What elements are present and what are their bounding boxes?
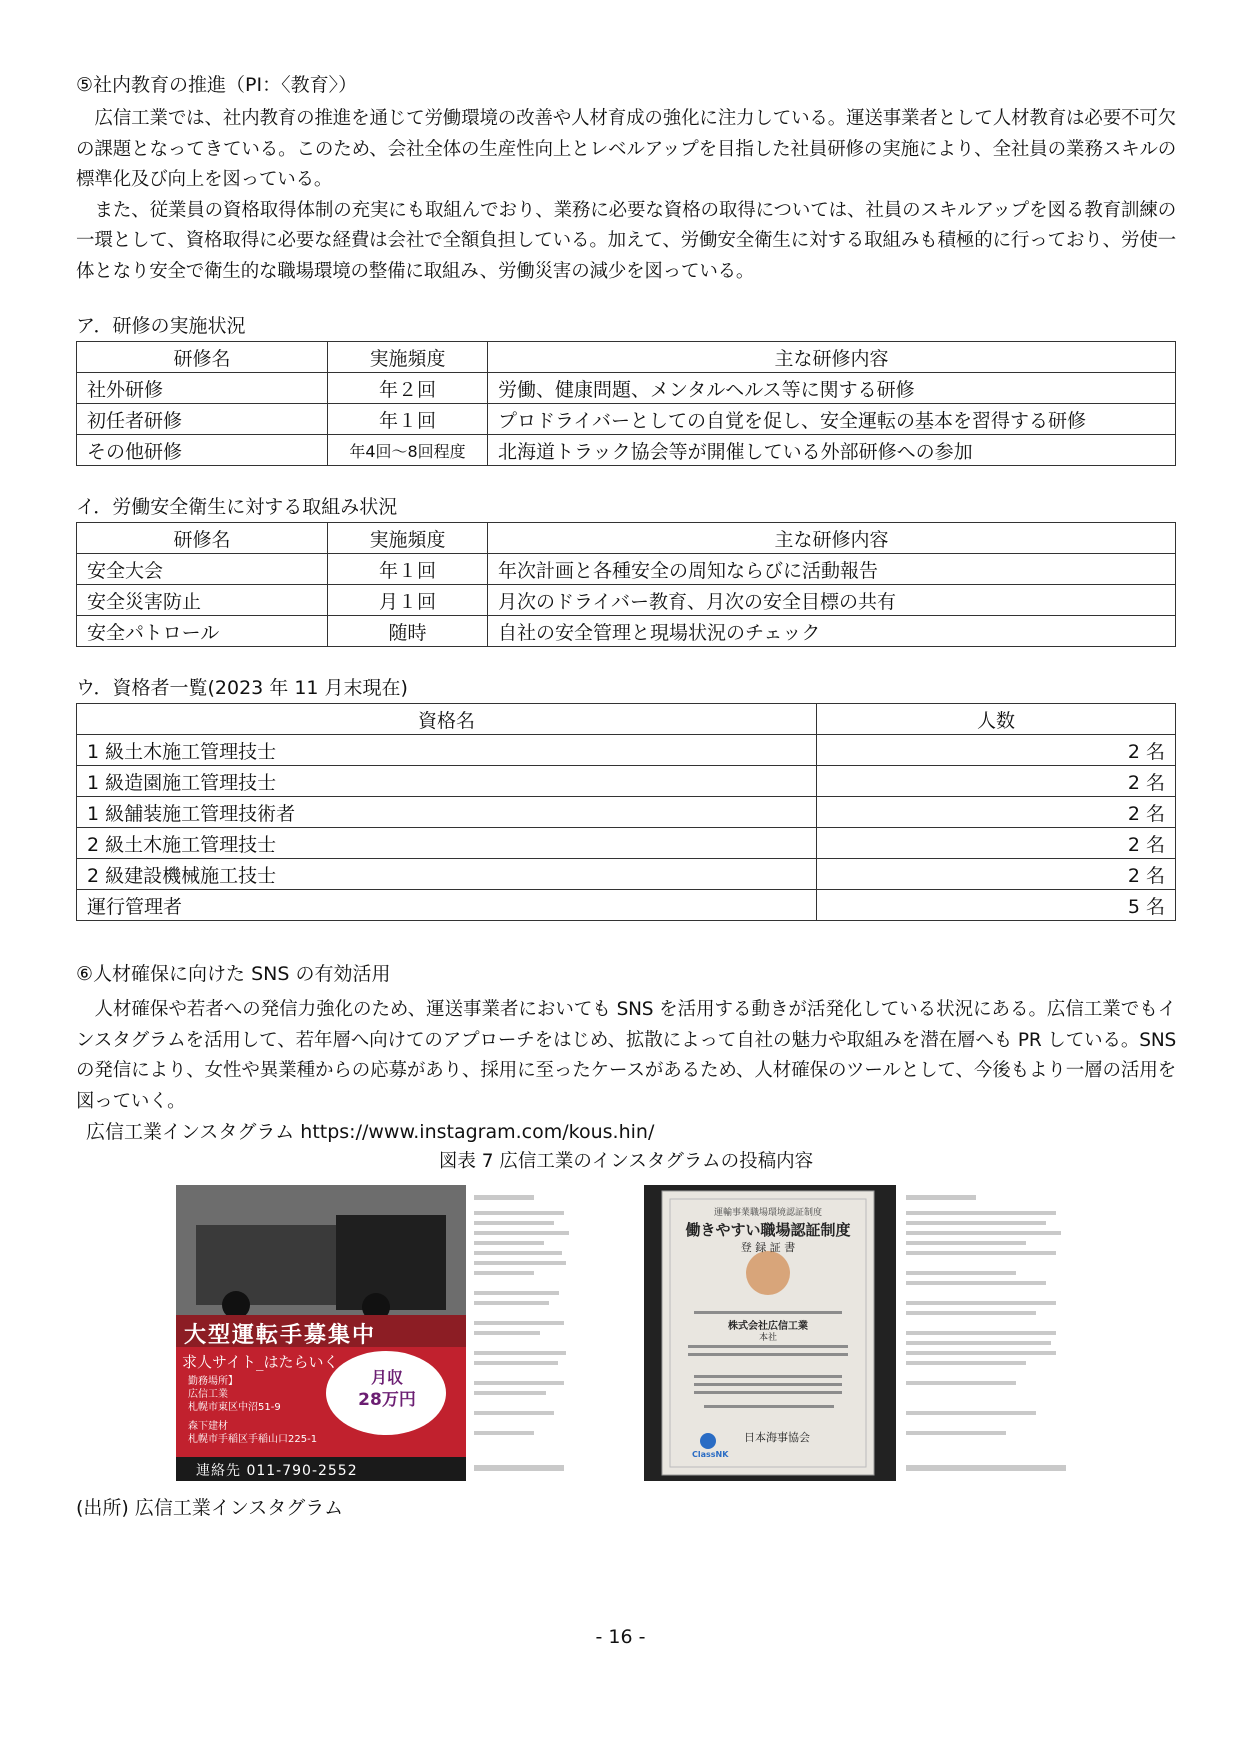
recruitment-banner: 大型運転手募集中 (184, 1322, 377, 1348)
header-cell: 資格名 (77, 704, 817, 735)
table-row (77, 735, 1176, 766)
table-cell: プロドライバーとしての自覚を促し、安全運転の基本を習得する研修 (488, 404, 1176, 435)
table-header-row (77, 704, 1176, 735)
table-cell: 1 級造園施工管理技士 (77, 766, 817, 797)
recruitment-site: 求人サイト_はたらいく (182, 1353, 339, 1371)
table-row (77, 404, 1176, 435)
table-row (77, 373, 1176, 404)
table-cell: 労働、健康問題、メンタルヘルス等に関する研修 (488, 373, 1176, 404)
table-cell: 自社の安全管理と現場状況のチェック (488, 616, 1176, 647)
company2-address: 札幌市手稲区手稲山口225-1 (188, 1434, 318, 1445)
header-cell: 実施頻度 (328, 342, 488, 373)
table-cell: 安全パトロール (77, 616, 328, 647)
header-cell: 人数 (817, 704, 1176, 735)
table-b-label: イ．労働安全衛生に対する取組み状況 (76, 496, 398, 518)
table-cell: 年4回～8回程度 (328, 435, 488, 466)
table-row (77, 797, 1176, 828)
table-cell: 運行管理者 (77, 890, 817, 921)
header-cell: 研修名 (77, 523, 328, 554)
table-cell: 年１回 (328, 554, 488, 585)
table-header-row (77, 523, 1176, 554)
salary-value: 28万円 (358, 1390, 416, 1410)
table-c (76, 703, 1176, 921)
instagram-post-certificate (644, 1185, 1082, 1481)
section6-heading: ⑥人材確保に向けた SNS の有効活用 (76, 963, 391, 985)
table-cell: 初任者研修 (77, 404, 328, 435)
certificate-title-top: 運輸事業職場環境認証制度 (713, 1208, 822, 1218)
page-number: - 16 - (595, 1626, 646, 1648)
table-cell: 年２回 (328, 373, 488, 404)
table-cell: 月次のドライバー教育、月次の安全目標の共有 (488, 585, 1176, 616)
table-cell: 5 名 (817, 890, 1176, 921)
table-cell: 1 級土木施工管理技士 (77, 735, 817, 766)
table-cell: 2 級建設機械施工技士 (77, 859, 817, 890)
table-cell: 1 級舗装施工管理技術者 (77, 797, 817, 828)
table-cell: 北海道トラック協会等が開催している外部研修への参加 (488, 435, 1176, 466)
figure-source: (出所) 広信工業インスタグラム (76, 1497, 344, 1519)
table-a-label: ア．研修の実施状況 (76, 315, 246, 337)
table-header-row (77, 342, 1176, 373)
section6-paragraph: 人材確保や若者への発信力強化のため、運送事業者においても SNS を活用する動きが活発化している状況にある。広信工業でもインスタグラムを活用して、若年層へ向けてのアプローチをはじめ、拡散によって自社の魅力や取組みを潜在層へも PR している。SNS の発信により、女性や異業種からの応募があり、採用に至ったケースがあるため、人材確保のツールとして、今後もより一層の活用を図っていく。 (76, 999, 1176, 1112)
table-cell: 安全大会 (77, 554, 328, 585)
section5-paragraph-2: また、従業員の資格取得体制の充実にも取組んでおり、業務に必要な資格の取得については、社員のスキルアップを図る教育訓練の一環として、資格取得に必要な経費は会社で全額負担している。加えて、労働安全衛生に対する取組みも積極的に行っており、労使一体となり安全で衛生的な職場環境の整備に取組み、労働災害の減少を図っている。 (76, 199, 1176, 282)
header-cell: 主な研修内容 (488, 342, 1176, 373)
certificate-issuer: 日本海事協会 (744, 1431, 810, 1444)
table-cell: 随時 (328, 616, 488, 647)
table-c-label: ウ．資格者一覧(2023 年 11 月末現在) (76, 677, 408, 699)
table-row (77, 585, 1176, 616)
header-cell: 研修名 (77, 342, 328, 373)
table-cell: 2 名 (817, 859, 1176, 890)
certificate-branch: 本社 (758, 1333, 777, 1343)
table-row (77, 859, 1176, 890)
company2-name: 森下建材 (188, 1421, 228, 1432)
section5-heading: ⑤社内教育の推進（PI：〈教育〉） (76, 74, 358, 96)
table-cell: 社外研修 (77, 373, 328, 404)
table-row (77, 828, 1176, 859)
table-cell: 年次計画と各種安全の周知ならびに活動報告 (488, 554, 1176, 585)
certificate-subtitle: 登 録 証 書 (740, 1241, 796, 1254)
table-row (77, 554, 1176, 585)
table-a (76, 341, 1176, 466)
table-row (77, 766, 1176, 797)
table-cell: 2 名 (817, 828, 1176, 859)
figure-photos (76, 1185, 1176, 1487)
instagram-link[interactable]: 広信工業インスタグラム https://www.instagram.com/kous.hin/ (86, 1121, 655, 1143)
certificate-company: 株式会社広信工業 (728, 1321, 808, 1332)
table-cell: 2 名 (817, 766, 1176, 797)
instagram-post-recruitment (176, 1185, 576, 1481)
table-cell: 月１回 (328, 585, 488, 616)
table-row (77, 890, 1176, 921)
work-place-label: 勤務場所】 (188, 1376, 238, 1387)
table-cell: その他研修 (77, 435, 328, 466)
recruitment-details (188, 1375, 317, 1446)
salary-label: 月収 (370, 1368, 403, 1387)
company-address: 札幌市東区中沼51-9 (188, 1402, 281, 1413)
table-cell: 安全災害防止 (77, 585, 328, 616)
figure-caption: 図表 7 広信工業のインスタグラムの投稿内容 (438, 1151, 814, 1172)
table-cell: 2 名 (817, 797, 1176, 828)
header-cell: 主な研修内容 (488, 523, 1176, 554)
company-name: 広信工業 (188, 1389, 228, 1400)
certificate-title: 働きやすい職場認証制度 (685, 1221, 851, 1239)
classnk-logo: ClassNK (692, 1450, 729, 1459)
header-cell: 実施頻度 (328, 523, 488, 554)
table-cell: 2 級土木施工管理技士 (77, 828, 817, 859)
table-cell: 2 名 (817, 735, 1176, 766)
page-body (76, 70, 1176, 1523)
table-row (77, 616, 1176, 647)
contact-line: 連絡先 011-790-2552 (196, 1463, 358, 1479)
table-b (76, 522, 1176, 647)
table-cell: 年１回 (328, 404, 488, 435)
table-row (77, 435, 1176, 466)
section5-paragraph-1: 広信工業では、社内教育の推進を通じて労働環境の改善や人材育成の強化に注力している。運送事業者として人材教育は必要不可欠の課題となってきている。このため、会社全体の生産性向上とレベルアップを目指した社員研修の実施により、全社員の業務スキルの標準化及び向上を図っている。 (76, 108, 1176, 190)
